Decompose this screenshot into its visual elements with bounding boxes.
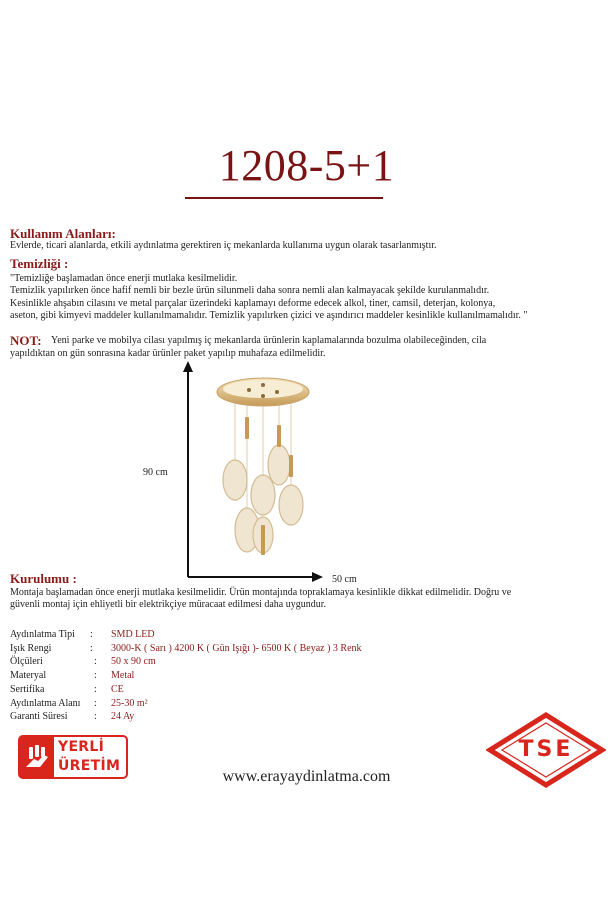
note-line-1: Yeni parke ve mobilya cilası yapılmış iç mekanlarda ürünlerin kaplamalarında bozulma olabileceğinden, cila [51, 335, 487, 346]
spec-label: Garanti Süresi [10, 711, 68, 723]
badge-line-1: YERLİ [58, 739, 105, 755]
installation-line: güvenli montaj için ehliyetli bir elektrikçiye müracaat edilmesi daha uygundur. [10, 599, 327, 611]
note-line-2: yapıldıktan on gün sonrasına kadar ürünler paket yapılıp muhafaza edilmelidir. [10, 348, 326, 359]
spec-value: 50 x 90 cm [111, 656, 156, 668]
cleaning-heading: Temizliği : [10, 256, 69, 271]
cleaning-line: "Temizliğe başlamadan önce enerji mutlaka kesilmelidir. [10, 273, 238, 284]
note-heading: NOT: [10, 333, 42, 348]
usage-text: Evlerde, ticari alanlarda, etkili aydınlatma gerektiren iç mekanlarda kullanıma uygun olarak tasarlanmıştır. [10, 240, 437, 251]
spec-value: 3000-K ( Sarı ) 4200 K ( Gün Işığı )- 6500 K ( Beyaz ) 3 Renk [111, 642, 362, 654]
spec-value: SMD LED [111, 629, 155, 640]
tse-text: TSE [518, 737, 574, 762]
height-dimension: 90 cm [143, 467, 168, 478]
usage-heading: Kullanım Alanları: [10, 226, 116, 241]
spec-value: 25-30 m² [111, 697, 148, 709]
installation-line: Montaja başlamadan önce enerji mutlaka kesilmelidir. Ürün montajında topraklamaya kesinlikle dikkat edilmelidir. Doğru ve [10, 587, 512, 598]
product-code: 1208-5+1 [218, 141, 395, 190]
title-underline [185, 197, 383, 199]
spec-label: Ölçüleri [10, 656, 43, 668]
badge-line-2: ÜRETİM [58, 758, 121, 774]
cleaning-line: Kesinlikle ahşabın cilasını ve metal parçalar üzerindeki kaplamayı deforme edecek alkol, tiner, camsil, deterjan, kolonya, [10, 297, 496, 309]
spec-list: Aydınlatma Tipi : SMD LED Işık Rengi : 3000-K ( Sarı ) 4200 K ( Gün Işığı )- 6500 K ( Beyaz ) 3 Renk Ölçüleri : 50 x 90 cm Materyal : Metal Sertifika : CE Aydınlatma Alanı : 25-30 m² Garanti Süresi : 24 Ay [10, 629, 362, 723]
installation-text [10, 587, 610, 612]
cleaning-line: aseton, gibi kimyevi maddeler kullanılmamalıdır. Temizlik yapılırken çizici ve aşındırıcı maddeler kesinlikle kullanılmamalıdır. " [10, 310, 528, 322]
spec-label: Materyal [10, 670, 47, 682]
spec-label: Sertifika [10, 683, 45, 695]
chandelier-image [205, 365, 325, 575]
spec-label: Aydınlatma Alanı [10, 697, 81, 709]
website-url: www.erayaydinlatma.com [222, 768, 391, 785]
cleaning-text [10, 273, 610, 323]
spec-value: 24 Ay [111, 711, 135, 723]
width-dimension: 50 cm [332, 574, 357, 585]
spec-value: CE [111, 683, 124, 695]
spec-label: Aydınlatma Tipi [10, 629, 75, 640]
spec-label: Işık Rengi [10, 642, 52, 654]
cleaning-line: Temizlik yapılırken önce hafif nemli bir bezle ürün silunmeli daha sonra nemli alan kalmayacak şekilde kurulanmalıdır. [10, 285, 490, 297]
spec-value: Metal [111, 670, 135, 682]
installation-heading: Kurulumu : [10, 571, 77, 586]
tse-logo [486, 712, 606, 788]
